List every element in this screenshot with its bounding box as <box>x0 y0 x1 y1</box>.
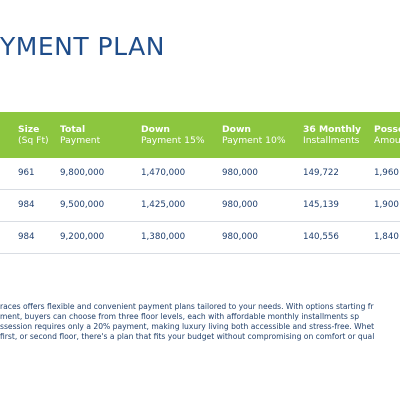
cell-size: 961 <box>18 168 35 178</box>
cell-down10: 980,000 <box>222 200 258 210</box>
col-down15-header: Down Payment 15% <box>141 124 205 146</box>
payment-plan-table <box>0 112 404 254</box>
cell-possession: 1,900 <box>374 200 399 210</box>
cell-down15: 1,380,000 <box>141 232 186 242</box>
col-installments-header: 36 Monthly Installments <box>303 124 362 146</box>
cell-down10: 980,000 <box>222 232 258 242</box>
cell-down15: 1,425,000 <box>141 200 186 210</box>
col-total-header: Total Payment <box>60 124 101 146</box>
cell-total: 9,500,000 <box>60 200 105 210</box>
table-row <box>0 222 400 254</box>
col-down10-header: Down Payment 10% <box>222 124 286 146</box>
description-line: ssession requires only a 20% payment, making luxury living both accessible and stress-free. Whet <box>0 322 375 331</box>
description-line: races offers flexible and convenient payment plans tailored to your needs. With options starting fr <box>0 302 374 311</box>
cell-possession: 1,840 <box>374 232 399 242</box>
table-row <box>0 158 400 190</box>
description-line: first, or second floor, there's a plan that fits your budget without compromising on comfort or qual <box>0 332 375 341</box>
page-title: YMENT PLAN <box>0 32 165 61</box>
description-paragraph <box>0 302 400 342</box>
table-header <box>0 112 404 158</box>
cell-installments: 140,556 <box>303 232 339 242</box>
cell-total: 9,800,000 <box>60 168 105 178</box>
cell-size: 984 <box>18 232 35 242</box>
cell-down15: 1,470,000 <box>141 168 186 178</box>
cell-installments: 145,139 <box>303 200 339 210</box>
cell-total: 9,200,000 <box>60 232 105 242</box>
cell-possession: 1,960 <box>374 168 399 178</box>
col-possession-header: Posse Amou <box>374 124 404 146</box>
description-line: ment, buyers can choose from three floor levels, each with affordable monthly installments sp <box>0 312 360 321</box>
cell-installments: 149,722 <box>303 168 339 178</box>
cell-size: 984 <box>18 200 35 210</box>
col-size-header: Size (Sq Ft) <box>18 124 49 146</box>
cell-down10: 980,000 <box>222 168 258 178</box>
table-row <box>0 190 400 222</box>
